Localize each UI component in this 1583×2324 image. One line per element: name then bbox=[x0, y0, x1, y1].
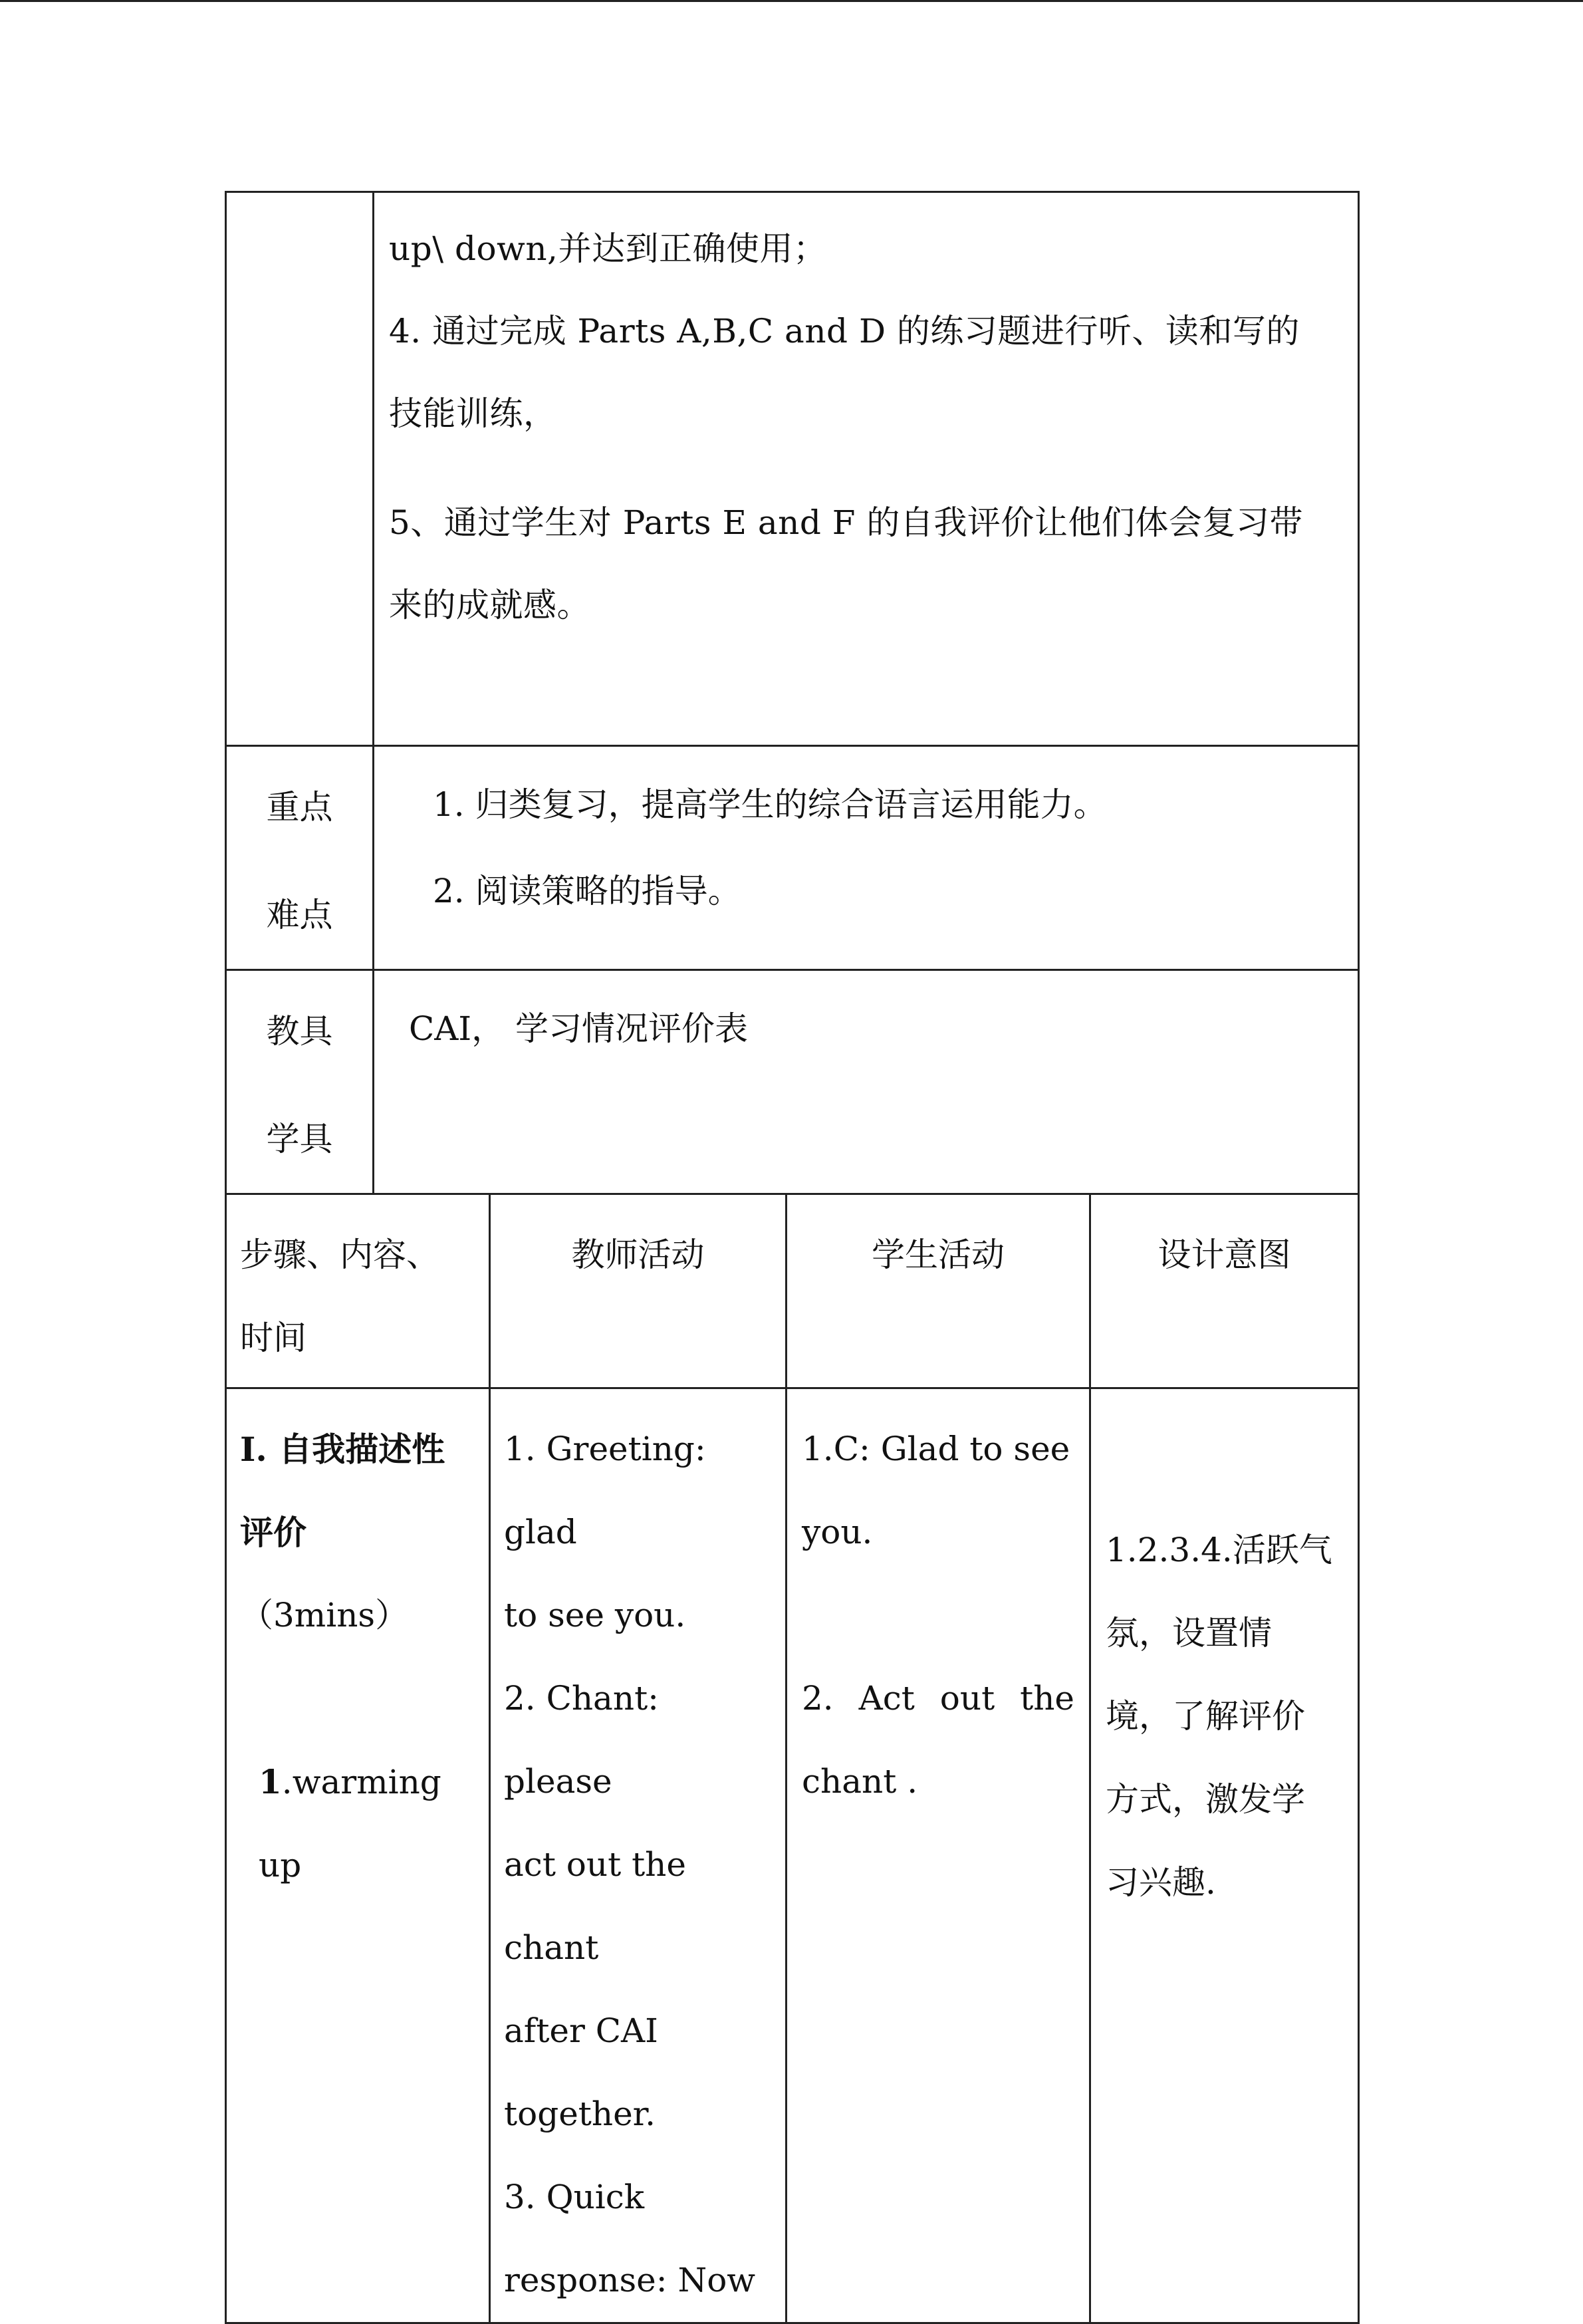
teacher-line: 1. Greeting: glad bbox=[504, 1430, 706, 1551]
focus-row bbox=[226, 746, 1359, 970]
header-row bbox=[226, 1194, 1359, 1388]
focus-label-difficult: 难点 bbox=[266, 896, 333, 934]
focus-item: 2. 阅读策略的指导。 bbox=[433, 872, 741, 910]
focus-label-key: 重点 bbox=[266, 788, 333, 827]
teacher-line: after CAI bbox=[504, 2011, 658, 2050]
step-duration: （3mins） bbox=[240, 1596, 409, 1634]
objective-line: 5、通过学生对 Parts E and F 的自我评价让他们体会复习带 bbox=[389, 503, 1303, 542]
header-step bbox=[226, 1194, 490, 1388]
student-line: chant . bbox=[802, 1762, 918, 1801]
design-intent-cell bbox=[1090, 1388, 1359, 2323]
header-step-line: 步骤、内容、 bbox=[240, 1235, 439, 1274]
teacher-line: 3. Quick bbox=[504, 2178, 645, 2216]
objective-line: 4. 通过完成 Parts A,B,C and D 的练习题进行听、读和写的 bbox=[389, 312, 1300, 350]
focus-item: 1. 归类复习，提高学生的综合语言运用能力。 bbox=[433, 785, 1107, 824]
tools-label-cell bbox=[226, 970, 374, 1194]
step-cell bbox=[226, 1388, 490, 2323]
teacher-line: act out the chant bbox=[504, 1845, 686, 1967]
objective-line: 来的成就感。 bbox=[389, 586, 590, 624]
objective-line: 技能训练， bbox=[389, 394, 557, 433]
tools-cell bbox=[374, 970, 1359, 1194]
design-line: 方式，激发学 bbox=[1106, 1780, 1305, 1819]
lesson-plan-table bbox=[225, 191, 1360, 2324]
tools-label-teacher: 教具 bbox=[266, 1012, 333, 1051]
teacher-line: 2. Chant: please bbox=[504, 1679, 660, 1801]
header-teacher: 教师活动 bbox=[490, 1194, 787, 1388]
objective-line: up\ down,并达到正确使用； bbox=[389, 229, 827, 268]
focus-cell bbox=[374, 746, 1359, 970]
tools-value: CAI， 学习情况评价表 bbox=[409, 1009, 749, 1048]
student-activity-cell bbox=[787, 1388, 1090, 2323]
header-step-line: 时间 bbox=[240, 1319, 306, 1357]
design-line: 境，了解评价 bbox=[1106, 1697, 1305, 1736]
teacher-line: to see you. bbox=[504, 1596, 686, 1634]
design-line: 氛，设置情 bbox=[1106, 1614, 1272, 1652]
step-title: 评价 bbox=[240, 1513, 306, 1552]
header-student: 学生活动 bbox=[787, 1194, 1090, 1388]
header-design: 设计意图 bbox=[1090, 1194, 1359, 1388]
step-substep: 1.warming up bbox=[259, 1762, 441, 1884]
objectives-cell bbox=[374, 192, 1359, 746]
objectives-label-cell bbox=[226, 192, 374, 746]
step-row bbox=[226, 1388, 1359, 2323]
student-line: you. bbox=[802, 1513, 873, 1551]
teacher-line: together. bbox=[504, 2095, 656, 2133]
tools-label-student: 学具 bbox=[266, 1120, 333, 1158]
tools-row bbox=[226, 970, 1359, 1194]
step-title: I. 自我描述性 bbox=[240, 1430, 445, 1469]
design-line: 习兴趣. bbox=[1106, 1863, 1216, 1902]
page-top-border bbox=[0, 0, 1583, 2]
student-line: 2. Act out the bbox=[802, 1679, 1074, 1718]
design-line: 1.2.3.4.活跃气 bbox=[1106, 1531, 1332, 1569]
objectives-row bbox=[226, 192, 1359, 746]
focus-label-cell bbox=[226, 746, 374, 970]
student-line: 1.C: Glad to see bbox=[802, 1430, 1070, 1468]
teacher-activity-cell bbox=[490, 1388, 787, 2323]
teacher-line: response: Now bbox=[504, 2261, 756, 2299]
